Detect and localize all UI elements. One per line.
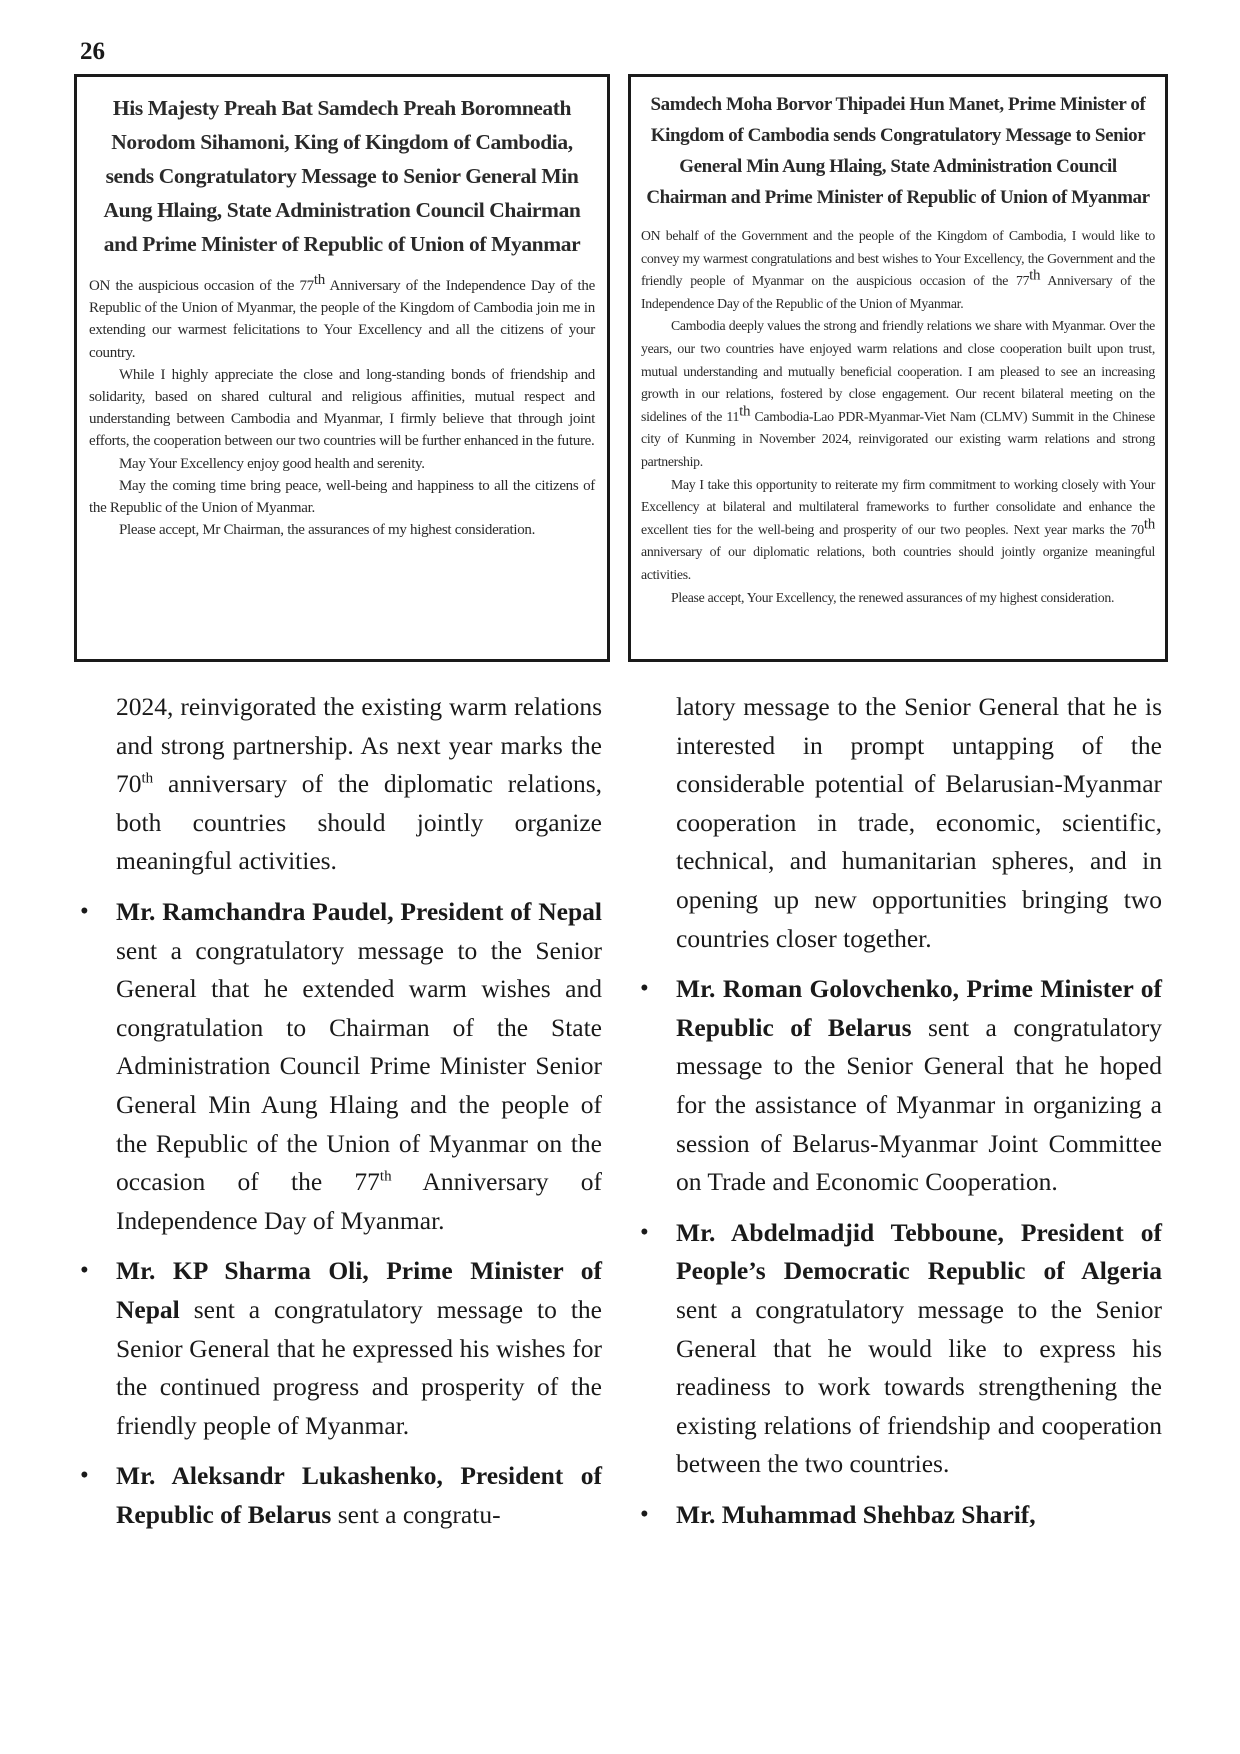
clipping-paragraph: Please accept, Mr Chairman, the assurances of my highest consideration. xyxy=(119,522,536,539)
cambodia-king-message-clipping xyxy=(74,74,610,662)
list-item: • Mr. Muhammad Shehbaz Sharif, xyxy=(676,1496,1162,1535)
clipping-paragraph: ON the auspicious occasion of the 77th Anniversary of the Independence Day of the Republic of the Union of Myanmar, the people of the Kingdom of Cambodia join me in extending our warmest felicitations to Your Excellency and all the citizens of your country. xyxy=(89,272,595,361)
continued-paragraph: 2024, reinvigorated the existing warm relations and strong partnership. As next year marks the 70th anniversary of the diplomatic relations, both countries should jointly organize meaningful activities. xyxy=(116,692,602,876)
page-number: 26 xyxy=(80,38,105,65)
clipping-paragraph: Cambodia deeply values the strong and friendly relations we share with Myanmar. Over the years, our two countries have enjoyed warm relations and close cooperation built upon trust, mutual understanding and mutually beneficial cooperation. I am pleased to see an increasing growth in our relations, fostered by close engagement. Our recent bilateral meeting on the sidelines of the 11th Cambodia-Lao PDR-Myanmar-Viet Nam (CLMV) Summit in the Chinese city of Kunming in November 2024, reinvigorated our existing warm relations and strong partnership. xyxy=(641,318,1155,469)
list-item: • Mr. Abdelmadjid Tebboune, President of People’s Democratic Republic of Algeria sent a congratulatory message to the Senior General that he would like to express his readiness to work towards strengthening the existing relations of friendship and cooperation between the two countries. xyxy=(676,1214,1162,1484)
list-item: • Mr. KP Sharma Oli, Prime Minister of Nepal sent a congratulatory message to the Senior General that he expressed his wishes for the continued progress and prosperity of the friendly people of Myanmar. xyxy=(116,1252,602,1445)
clipping-paragraph: May the coming time bring peace, well-being and happiness to all the citizens of the Republic of the Union of Myanmar. xyxy=(89,477,595,517)
list-item: • Mr. Roman Golovchenko, Prime Minister of Republic of Belarus sent a congratulatory message to the Senior General that he hoped for the assistance of Myanmar in organizing a session of Belarus-Myanmar Joint Committee on Trade and Economic Cooperation. xyxy=(676,970,1162,1202)
body-column-right xyxy=(676,688,1162,1534)
list-item: • Mr. Aleksandr Lukashenko, President of Republic of Belarus sent a congratu- xyxy=(116,1457,602,1534)
clipping-paragraph: May Your Excellency enjoy good health and serenity. xyxy=(119,455,425,472)
body-column-left xyxy=(116,688,602,1534)
clipping-title: His Majesty Preah Bat Samdech Preah Boromneath Norodom Sihamoni, King of Kingdom of Cambodia, sends Congratulatory Message to Senior General Min Aung Hlaing, State Administration Council Chairman and Prime Minister of Republic of Union of Myanmar xyxy=(103,96,581,256)
clipping-paragraph: While I highly appreciate the close and long-standing bonds of friendship and solidarity, based on shared cultural and religious affinities, mutual respect and understanding between Cambodia and Myanmar, I firmly believe that through joint efforts, the cooperation between our two countries will be further enhanced in the future. xyxy=(89,366,595,450)
clipping-paragraph: ON behalf of the Government and the people of the Kingdom of Cambodia, I would like to convey my warmest congratulations and best wishes to Your Excellency, the Government and the friendly people of Myanmar on the auspicious occasion of the 77th Anniversary of the Independence Day of the Republic of the Union of Myanmar. xyxy=(641,228,1155,311)
cambodia-pm-message-clipping xyxy=(628,74,1168,662)
clipping-body xyxy=(89,272,595,541)
clipping-paragraph: May I take this opportunity to reiterate my firm commitment to working closely with Your Excellency at bilateral and multilateral frameworks to further consolidate and enhance the excellent ties for the well-being and prosperity of our two peoples. Next year marks the 70th anniversary of our diplomatic relations, both countries should jointly organize meaningful activities. xyxy=(641,476,1155,582)
continued-paragraph: latory message to the Senior General that he is interested in prompt untapping of the considerable potential of Belarusian-Myanmar cooperation in trade, economic, scientific, technical, and humanitarian spheres, and in opening up new opportunities bringing two countries closer together. xyxy=(676,692,1162,953)
clipping-paragraph: Please accept, Your Excellency, the renewed assurances of my highest consideration. xyxy=(671,589,1115,605)
clipping-body xyxy=(641,225,1155,609)
list-item: • Mr. Ramchandra Paudel, President of Nepal sent a congratulatory message to the Senior General that he extended warm wishes and congratulation to Chairman of the State Administration Council Prime Minister Senior General Min Aung Hlaing and the people of the Republic of the Union of Myanmar on the occasion of the 77th Anniversary of Independence Day of Myanmar. xyxy=(116,893,602,1240)
clipping-title: Samdech Moha Borvor Thipadei Hun Manet, Prime Minister of Kingdom of Cambodia sends Congratulatory Message to Senior General Min Aung Hlaing, State Administration Council Chairman and Prime Minister of Republic of Union of Myanmar xyxy=(646,94,1150,208)
